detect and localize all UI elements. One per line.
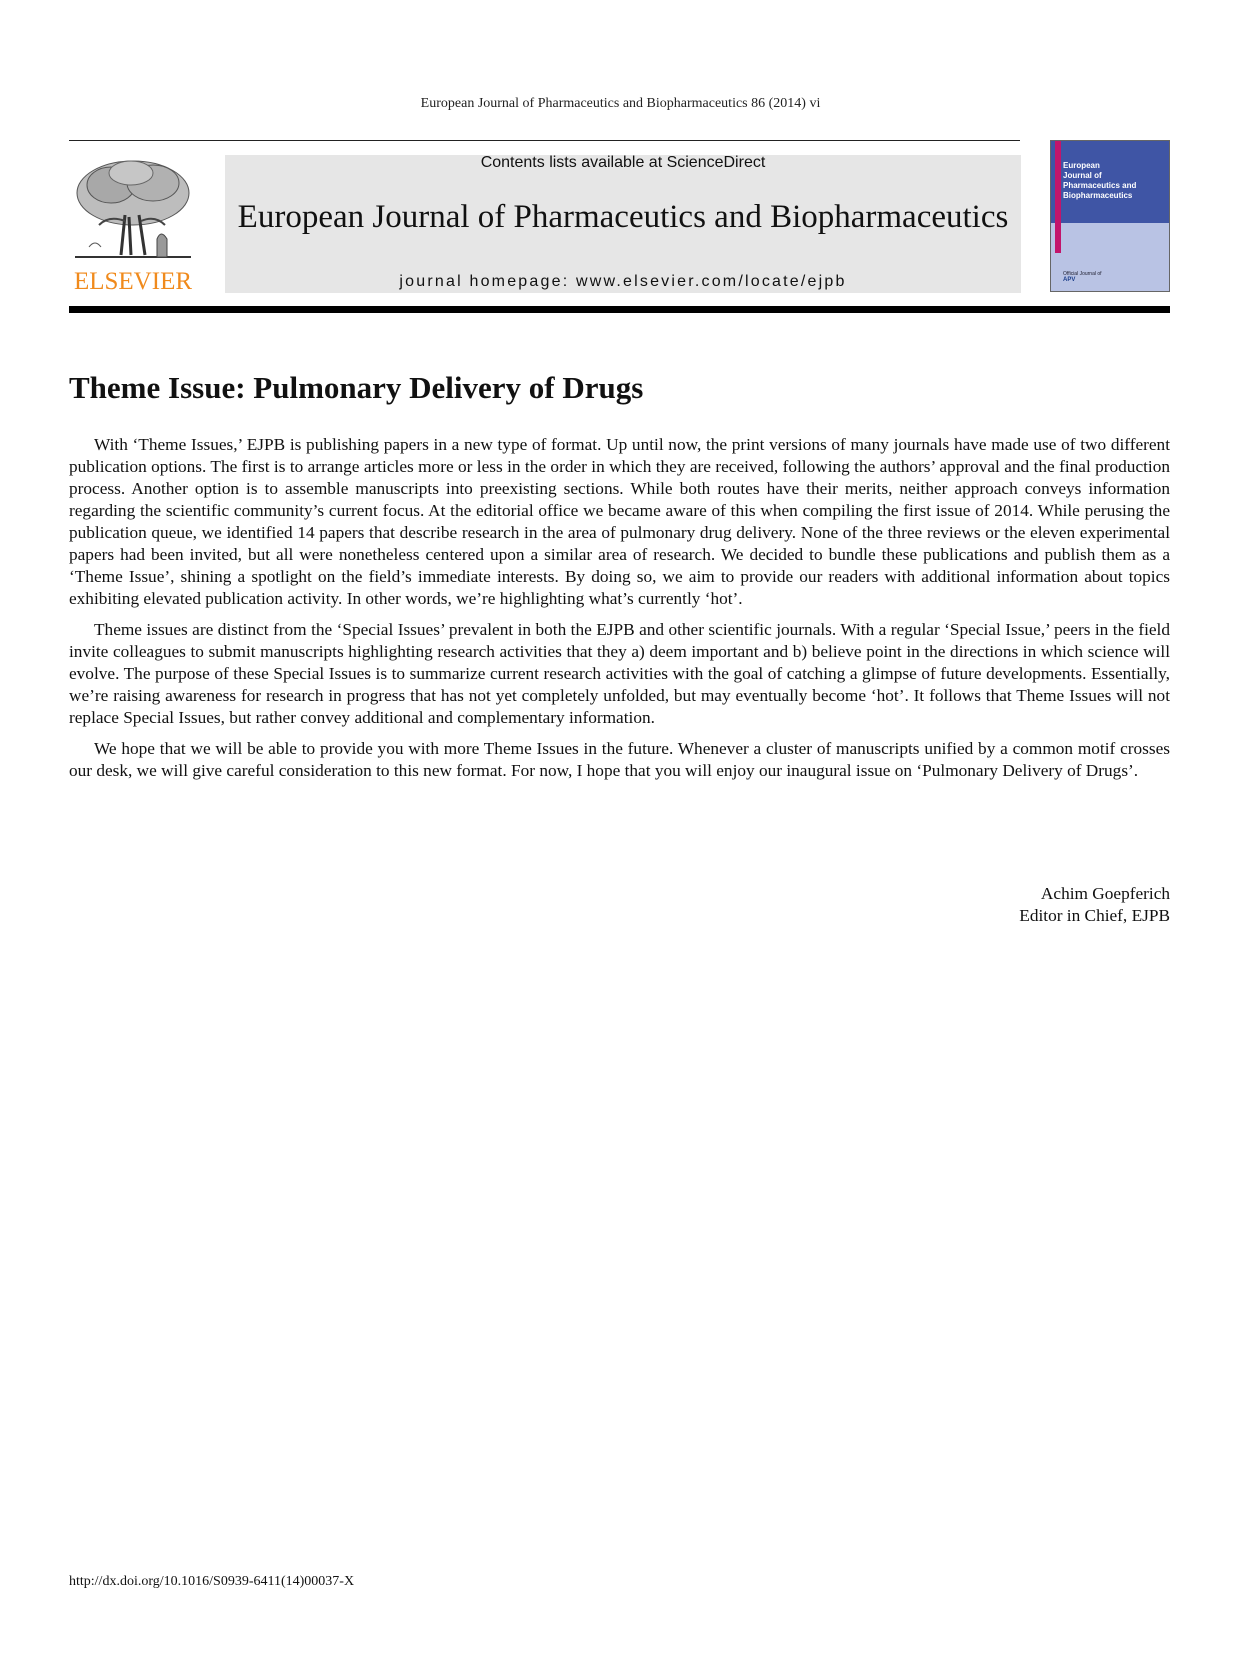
author-name: Achim Goepferich bbox=[1040, 884, 1170, 903]
cover-footer-label: Official Journal of bbox=[1063, 271, 1102, 277]
elsevier-logo[interactable] bbox=[69, 155, 197, 295]
header-divider bbox=[69, 306, 1170, 313]
cover-title-line: Journal of bbox=[1063, 171, 1102, 180]
cover-title bbox=[1063, 161, 1167, 201]
elsevier-wordmark: ELSEVIER bbox=[73, 268, 193, 295]
cover-footer-org: APV bbox=[1063, 277, 1076, 283]
author-signature bbox=[69, 883, 1170, 927]
body-paragraph: We hope that we will be able to provide you with more Theme Issues in the future. Whenever a cluster of manuscripts unified by a common motif crosses our desk, we will give careful consideration to this new format. For now, I hope that you will enjoy our inaugural issue on ‘Pulmonary Delivery of Drugs’. bbox=[69, 739, 1170, 780]
cover-stripe bbox=[1055, 141, 1061, 253]
running-head: European Journal of Pharmaceutics and Biopharmaceutics 86 (2014) vi bbox=[420, 96, 821, 111]
cover-footer bbox=[1063, 271, 1102, 283]
cover-title-line: Biopharmaceutics bbox=[1063, 191, 1133, 200]
journal-banner bbox=[225, 155, 1021, 293]
journal-cover-thumbnail[interactable] bbox=[1050, 140, 1170, 292]
article-body bbox=[69, 434, 1170, 791]
journal-homepage-link[interactable]: journal homepage: www.elsevier.com/locate/ejpb bbox=[399, 273, 847, 290]
body-paragraph: Theme issues are distinct from the ‘Special Issues’ prevalent in both the EJPB and other scientific journals. With a regular ‘Special Issue,’ peers in the field invite colleagues to submit manuscripts highlighting research activities that they a) deem important and b) believe point in the directions in which science will evolve. The purpose of these Special Issues is to summarize current research activities with the goal of catching a glimpse of future developments. Essentially, we’re raising awareness for research in progress that has not yet completely unfolded, but may eventually become ‘hot’. It follows that Theme Issues will not replace Special Issues, but rather convey additional and complementary information. bbox=[69, 620, 1170, 727]
article-title: Theme Issue: Pulmonary Delivery of Drugs bbox=[69, 370, 644, 405]
tree-icon bbox=[69, 155, 197, 267]
top-rule bbox=[69, 140, 1020, 141]
cover-title-line: European bbox=[1063, 161, 1100, 170]
author-role: Editor in Chief, EJPB bbox=[1019, 906, 1170, 925]
contents-line[interactable]: Contents lists available at ScienceDirect bbox=[480, 154, 766, 171]
doi-link[interactable]: http://dx.doi.org/10.1016/S0939-6411(14)00037-X bbox=[69, 1574, 355, 1589]
body-paragraph: With ‘Theme Issues,’ EJPB is publishing papers in a new type of format. Up until now, the print versions of many journals have made use of two different publication options. The first is to arrange articles more or less in the order in which they are received, following the authors’ approval and the final production process. Another option is to assemble manuscripts into preexisting sections. While both routes have their merits, neither approach conveys information regarding the scientific community’s current focus. At the editorial office we became aware of this when compiling the first issue of 2014. While perusing the publication queue, we identified 14 papers that describe research in the area of pulmonary drug delivery. None of the three reviews or the eleven experimental papers had been invited, but all were nonetheless centered upon a similar area of research. We decided to bundle these publications and publish them as a ‘Theme Issue’, shining a spotlight on the field’s immediate interests. By doing so, we aim to provide our readers with additional information about topics exhibiting elevated publication activity. In other words, we’re highlighting what’s currently ‘hot’. bbox=[69, 435, 1170, 608]
journal-title: European Journal of Pharmaceutics and Biopharmaceutics bbox=[237, 199, 1009, 235]
cover-title-line: Pharmaceutics and bbox=[1063, 181, 1137, 190]
